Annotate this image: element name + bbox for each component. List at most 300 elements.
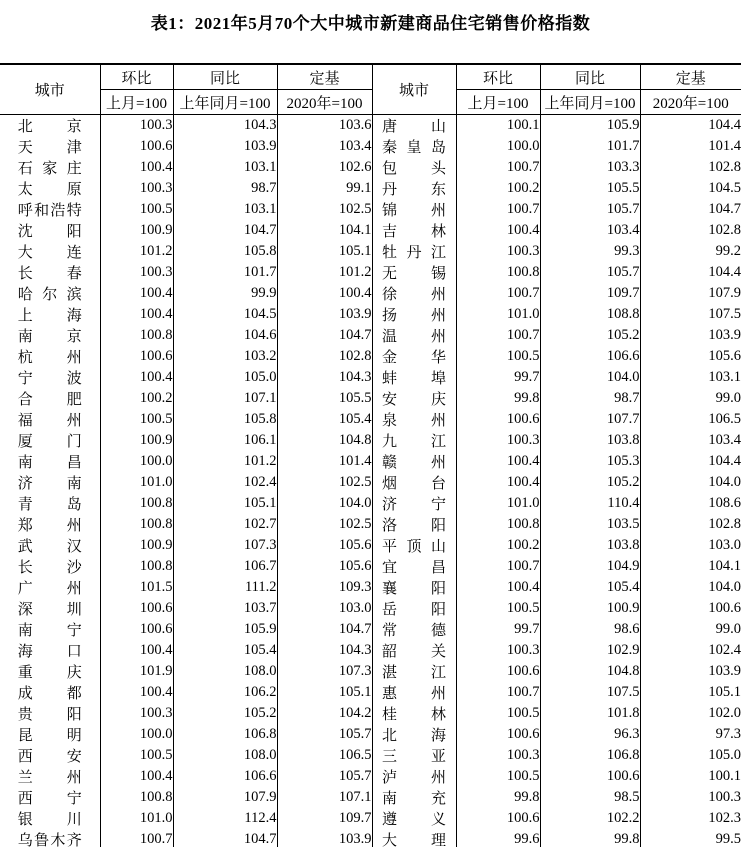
city-name: 天 津	[17, 140, 82, 156]
mom-value: 100.3	[456, 241, 540, 262]
fixed-base-value: 104.0	[640, 472, 741, 493]
table-row	[0, 535, 741, 556]
yoy-value: 104.7	[173, 220, 277, 241]
city-name: 秦 皇 岛	[382, 140, 446, 156]
city-name: 无 锡	[382, 266, 446, 282]
city-name: 湛 江	[382, 665, 446, 681]
mom-value: 101.9	[100, 661, 173, 682]
yoy-value: 105.7	[540, 199, 640, 220]
city-name: 长 春	[17, 266, 82, 282]
yoy-value: 105.8	[173, 241, 277, 262]
yoy-value: 103.4	[540, 220, 640, 241]
table-row	[0, 346, 741, 367]
fixed-base-value: 105.7	[277, 766, 372, 787]
fixed-base-value: 102.4	[640, 640, 741, 661]
yoy-value: 105.0	[173, 367, 277, 388]
fixed-base-value: 102.5	[277, 199, 372, 220]
mom-value: 100.4	[456, 451, 540, 472]
city-cell	[0, 640, 100, 661]
mom-value: 101.0	[100, 808, 173, 829]
mom-value: 100.7	[100, 829, 173, 847]
mom-value: 100.7	[456, 682, 540, 703]
fixed-base-value: 107.5	[640, 304, 741, 325]
mom-value: 100.3	[100, 262, 173, 283]
city-cell	[372, 367, 456, 388]
city-name: 烟 台	[382, 476, 446, 492]
fixed-base-value: 99.0	[640, 388, 741, 409]
city-name: 大 理	[382, 833, 446, 847]
fixed-base-value: 102.5	[277, 514, 372, 535]
yoy-value: 105.4	[540, 577, 640, 598]
fixed-base-value: 107.1	[277, 787, 372, 808]
mom-value: 100.5	[100, 745, 173, 766]
city-name: 扬 州	[382, 308, 446, 324]
city-cell	[0, 409, 100, 430]
fixed-base-value: 104.7	[277, 619, 372, 640]
city-name: 深 圳	[17, 602, 82, 618]
fixed-base-value: 107.9	[640, 283, 741, 304]
city-cell	[0, 787, 100, 808]
mom-value: 100.6	[100, 136, 173, 157]
mom-value: 100.0	[100, 451, 173, 472]
city-cell	[372, 136, 456, 157]
city-cell	[0, 136, 100, 157]
city-name: 南 昌	[17, 455, 82, 471]
city-name: 赣 州	[382, 455, 446, 471]
fixed-base-value: 104.0	[277, 493, 372, 514]
fixed-base-value: 102.6	[277, 157, 372, 178]
city-cell	[0, 598, 100, 619]
mom-value: 100.7	[456, 157, 540, 178]
city-name: 安 庆	[382, 392, 446, 408]
table-row	[0, 115, 741, 137]
mom-value: 100.6	[100, 598, 173, 619]
city-name: 泸 州	[382, 770, 446, 786]
mom-value: 100.9	[100, 430, 173, 451]
yoy-value: 103.2	[173, 346, 277, 367]
city-name: 郑 州	[17, 518, 82, 534]
city-name: 桂 林	[382, 707, 446, 723]
city-cell	[0, 199, 100, 220]
mom-value: 100.4	[100, 304, 173, 325]
table-row	[0, 724, 741, 745]
city-name: 泉 州	[382, 413, 446, 429]
yoy-value: 99.3	[540, 241, 640, 262]
city-cell	[372, 556, 456, 577]
city-cell	[0, 514, 100, 535]
city-name: 南 宁	[17, 623, 82, 639]
table-row	[0, 304, 741, 325]
city-cell	[372, 472, 456, 493]
fixed-base-value: 103.4	[277, 136, 372, 157]
fixed-base-value: 103.9	[277, 829, 372, 847]
fixed-base-value: 104.7	[277, 325, 372, 346]
mom-value: 100.7	[456, 325, 540, 346]
mom-value: 100.4	[100, 367, 173, 388]
yoy-value: 102.7	[173, 514, 277, 535]
header-row-main	[0, 64, 741, 90]
city-cell	[372, 346, 456, 367]
city-name: 青 岛	[17, 497, 82, 513]
mom-value: 100.8	[100, 556, 173, 577]
yoy-value: 102.2	[540, 808, 640, 829]
table-row	[0, 220, 741, 241]
city-name: 韶 关	[382, 644, 446, 660]
table-body	[0, 115, 741, 847]
mom-value: 100.8	[100, 787, 173, 808]
city-cell	[0, 682, 100, 703]
header-base-left: 定基	[277, 64, 372, 90]
header-base-right: 定基	[640, 64, 741, 90]
header-mom-right: 环比	[456, 64, 540, 90]
yoy-value: 105.3	[540, 451, 640, 472]
fixed-base-value: 103.6	[277, 115, 372, 137]
fixed-base-value: 101.4	[640, 136, 741, 157]
city-name: 哈 尔 滨	[17, 287, 82, 303]
fixed-base-value: 103.9	[277, 304, 372, 325]
yoy-value: 107.5	[540, 682, 640, 703]
fixed-base-value: 100.6	[640, 598, 741, 619]
city-name: 遵 义	[382, 812, 446, 828]
fixed-base-value: 100.3	[640, 787, 741, 808]
fixed-base-value: 103.0	[277, 598, 372, 619]
page-title: 表1：2021年5月70个大中城市新建商品住宅销售价格指数	[150, 14, 591, 33]
mom-value: 100.8	[100, 493, 173, 514]
yoy-value: 103.7	[173, 598, 277, 619]
city-cell	[372, 745, 456, 766]
city-cell	[0, 325, 100, 346]
city-name: 徐 州	[382, 287, 446, 303]
table-row	[0, 703, 741, 724]
fixed-base-value: 103.4	[640, 430, 741, 451]
city-cell	[372, 661, 456, 682]
city-name: 北 京	[17, 119, 82, 135]
table-row	[0, 766, 741, 787]
city-name: 惠 州	[382, 686, 446, 702]
yoy-value: 98.7	[540, 388, 640, 409]
mom-value: 100.4	[100, 640, 173, 661]
city-cell	[0, 556, 100, 577]
city-name: 平 顶 山	[382, 539, 446, 555]
fixed-base-value: 104.4	[640, 115, 741, 137]
mom-value: 100.5	[456, 766, 540, 787]
table-row	[0, 262, 741, 283]
mom-value: 100.0	[100, 724, 173, 745]
city-name: 成 都	[17, 686, 82, 702]
yoy-value: 103.8	[540, 430, 640, 451]
table-row	[0, 283, 741, 304]
fixed-base-value: 100.4	[277, 283, 372, 304]
yoy-value: 102.4	[173, 472, 277, 493]
yoy-value: 103.8	[540, 535, 640, 556]
mom-value: 100.2	[100, 388, 173, 409]
table-row	[0, 661, 741, 682]
header-yoy-base-left: 上年同月=100	[173, 90, 277, 115]
yoy-value: 106.8	[540, 745, 640, 766]
fixed-base-value: 104.2	[277, 703, 372, 724]
mom-value: 100.5	[456, 598, 540, 619]
table-row	[0, 199, 741, 220]
table-row	[0, 409, 741, 430]
fixed-base-value: 104.4	[640, 451, 741, 472]
header-fixed-base-left: 2020年=100	[277, 90, 372, 115]
city-cell	[0, 430, 100, 451]
city-name: 北 海	[382, 728, 446, 744]
fixed-base-value: 103.0	[640, 535, 741, 556]
fixed-base-value: 102.8	[640, 514, 741, 535]
table-row	[0, 640, 741, 661]
city-name: 锦 州	[382, 203, 446, 219]
city-cell	[372, 115, 456, 137]
table-row	[0, 136, 741, 157]
table-row	[0, 430, 741, 451]
table-row	[0, 745, 741, 766]
city-cell	[372, 682, 456, 703]
city-name: 常 德	[382, 623, 446, 639]
yoy-value: 105.1	[173, 493, 277, 514]
yoy-value: 105.2	[540, 325, 640, 346]
mom-value: 99.8	[456, 787, 540, 808]
city-cell	[0, 388, 100, 409]
fixed-base-value: 102.8	[640, 157, 741, 178]
mom-value: 100.4	[456, 472, 540, 493]
mom-value: 100.7	[456, 199, 540, 220]
fixed-base-value: 104.8	[277, 430, 372, 451]
city-cell	[0, 493, 100, 514]
mom-value: 100.4	[100, 682, 173, 703]
city-cell	[372, 703, 456, 724]
city-cell	[372, 157, 456, 178]
yoy-value: 101.7	[173, 262, 277, 283]
mom-value: 100.2	[456, 178, 540, 199]
yoy-value: 98.7	[173, 178, 277, 199]
city-name: 南 充	[382, 791, 446, 807]
yoy-value: 106.7	[173, 556, 277, 577]
city-name: 温 州	[382, 329, 446, 345]
mom-value: 100.4	[100, 157, 173, 178]
yoy-value: 104.6	[173, 325, 277, 346]
city-cell	[0, 661, 100, 682]
mom-value: 101.0	[456, 493, 540, 514]
yoy-value: 105.9	[173, 619, 277, 640]
mom-value: 100.5	[100, 199, 173, 220]
mom-value: 100.4	[456, 577, 540, 598]
yoy-value: 105.9	[540, 115, 640, 137]
mom-value: 100.3	[100, 703, 173, 724]
mom-value: 100.6	[456, 661, 540, 682]
city-cell	[0, 367, 100, 388]
mom-value: 99.7	[456, 367, 540, 388]
table-row	[0, 787, 741, 808]
fixed-base-value: 104.4	[640, 262, 741, 283]
city-name: 广 州	[17, 581, 82, 597]
yoy-value: 101.8	[540, 703, 640, 724]
city-cell	[0, 535, 100, 556]
city-cell	[372, 577, 456, 598]
city-cell	[372, 766, 456, 787]
mom-value: 100.3	[456, 430, 540, 451]
city-name: 重 庆	[17, 665, 82, 681]
yoy-value: 101.2	[173, 451, 277, 472]
yoy-value: 103.1	[173, 157, 277, 178]
mom-value: 100.9	[100, 535, 173, 556]
yoy-value: 100.6	[540, 766, 640, 787]
mom-value: 100.1	[456, 115, 540, 137]
city-cell	[372, 388, 456, 409]
header-mom-left: 环比	[100, 64, 173, 90]
fixed-base-value: 104.0	[640, 577, 741, 598]
city-name: 太 原	[17, 182, 82, 198]
fixed-base-value: 105.1	[640, 682, 741, 703]
fixed-base-value: 102.8	[640, 220, 741, 241]
mom-value: 100.5	[456, 346, 540, 367]
yoy-value: 112.4	[173, 808, 277, 829]
mom-value: 100.6	[456, 724, 540, 745]
table-row	[0, 451, 741, 472]
fixed-base-value: 108.6	[640, 493, 741, 514]
city-cell	[372, 178, 456, 199]
yoy-value: 104.5	[173, 304, 277, 325]
city-name: 上 海	[17, 308, 82, 324]
city-name: 长 沙	[17, 560, 82, 576]
yoy-value: 105.8	[173, 409, 277, 430]
fixed-base-value: 104.1	[277, 220, 372, 241]
fixed-base-value: 105.1	[277, 241, 372, 262]
yoy-value: 104.9	[540, 556, 640, 577]
city-name: 济 宁	[382, 497, 446, 513]
fixed-base-value: 106.5	[640, 409, 741, 430]
yoy-value: 106.8	[173, 724, 277, 745]
city-cell	[0, 703, 100, 724]
city-name: 南 京	[17, 329, 82, 345]
city-name: 兰 州	[17, 770, 82, 786]
city-cell	[0, 829, 100, 847]
table-row	[0, 493, 741, 514]
mom-value: 99.7	[456, 619, 540, 640]
yoy-value: 105.2	[540, 472, 640, 493]
header-row-sub	[0, 90, 741, 115]
yoy-value: 96.3	[540, 724, 640, 745]
city-cell	[0, 241, 100, 262]
fixed-base-value: 104.3	[277, 367, 372, 388]
fixed-base-value: 100.1	[640, 766, 741, 787]
city-cell	[372, 787, 456, 808]
city-cell	[0, 283, 100, 304]
city-cell	[0, 157, 100, 178]
city-name: 蚌 埠	[382, 371, 446, 387]
mom-value: 100.7	[456, 556, 540, 577]
city-name: 洛 阳	[382, 518, 446, 534]
city-name: 乌 鲁 木 齐	[17, 833, 82, 847]
city-cell	[0, 346, 100, 367]
fixed-base-value: 105.6	[277, 535, 372, 556]
city-name: 宁 波	[17, 371, 82, 387]
yoy-value: 105.4	[173, 640, 277, 661]
yoy-value: 107.7	[540, 409, 640, 430]
yoy-value: 107.9	[173, 787, 277, 808]
yoy-value: 98.5	[540, 787, 640, 808]
city-name: 金 华	[382, 350, 446, 366]
mom-value: 100.4	[100, 766, 173, 787]
fixed-base-value: 102.5	[277, 472, 372, 493]
header-mom-base-right: 上月=100	[456, 90, 540, 115]
yoy-value: 100.9	[540, 598, 640, 619]
city-cell	[372, 262, 456, 283]
table-row	[0, 829, 741, 847]
table-row	[0, 682, 741, 703]
fixed-base-value: 99.5	[640, 829, 741, 847]
city-cell	[0, 724, 100, 745]
city-name: 吉 林	[382, 224, 446, 240]
mom-value: 100.6	[100, 619, 173, 640]
city-cell	[372, 409, 456, 430]
fixed-base-value: 102.8	[277, 346, 372, 367]
city-name: 岳 阳	[382, 602, 446, 618]
yoy-value: 103.9	[173, 136, 277, 157]
city-cell	[372, 493, 456, 514]
table-row	[0, 598, 741, 619]
yoy-value: 111.2	[173, 577, 277, 598]
table-header	[0, 64, 741, 115]
yoy-value: 104.7	[173, 829, 277, 847]
yoy-value: 105.2	[173, 703, 277, 724]
fixed-base-value: 105.6	[640, 346, 741, 367]
yoy-value: 107.3	[173, 535, 277, 556]
city-cell	[372, 430, 456, 451]
city-cell	[0, 304, 100, 325]
header-yoy-right: 同比	[540, 64, 640, 90]
fixed-base-value: 105.0	[640, 745, 741, 766]
city-cell	[0, 745, 100, 766]
yoy-value: 110.4	[540, 493, 640, 514]
mom-value: 100.0	[456, 136, 540, 157]
mom-value: 100.8	[100, 325, 173, 346]
yoy-value: 104.0	[540, 367, 640, 388]
yoy-value: 106.6	[540, 346, 640, 367]
city-cell	[372, 304, 456, 325]
city-cell	[0, 808, 100, 829]
yoy-value: 108.8	[540, 304, 640, 325]
city-cell	[0, 178, 100, 199]
yoy-value: 106.1	[173, 430, 277, 451]
fixed-base-value: 104.5	[640, 178, 741, 199]
yoy-value: 102.9	[540, 640, 640, 661]
yoy-value: 105.7	[540, 262, 640, 283]
city-name: 沈 阳	[17, 224, 82, 240]
mom-value: 100.3	[100, 115, 173, 137]
city-cell	[372, 283, 456, 304]
mom-value: 100.3	[456, 640, 540, 661]
yoy-value: 98.6	[540, 619, 640, 640]
city-name: 石 家 庄	[17, 161, 82, 177]
city-cell	[372, 241, 456, 262]
yoy-value: 99.9	[173, 283, 277, 304]
table-row	[0, 367, 741, 388]
table-row	[0, 157, 741, 178]
table-row	[0, 556, 741, 577]
city-name: 大 连	[17, 245, 82, 261]
city-name: 襄 阳	[382, 581, 446, 597]
header-yoy-left: 同比	[173, 64, 277, 90]
city-cell	[372, 325, 456, 346]
fixed-base-value: 104.1	[640, 556, 741, 577]
yoy-value: 104.8	[540, 661, 640, 682]
header-yoy-base-right: 上年同月=100	[540, 90, 640, 115]
city-name: 福 州	[17, 413, 82, 429]
fixed-base-value: 103.9	[640, 325, 741, 346]
yoy-value: 109.7	[540, 283, 640, 304]
yoy-value: 99.8	[540, 829, 640, 847]
